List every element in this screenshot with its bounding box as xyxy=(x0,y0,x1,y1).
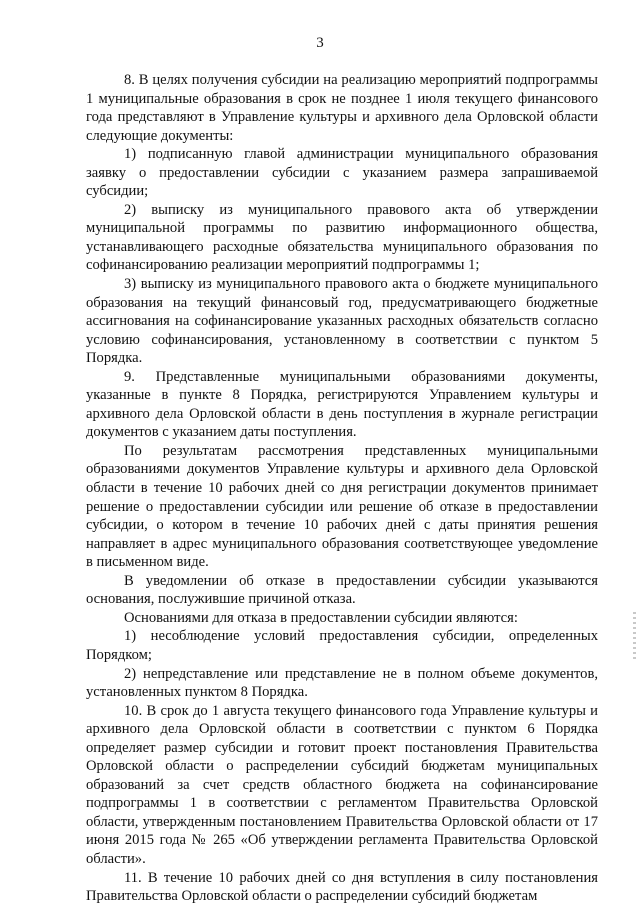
paragraph-refusal-grounds: Основаниями для отказа в предоставлении субсидии являются: xyxy=(124,609,518,626)
paragraph-8-item-2: 2) выписку из муниципального правового акта об утверждении муниципальной программы по развитию информационного общества, устанавливающего расходные обязательства муниципального образования по софинансированию реализации мероприятий подпрограммы 1; xyxy=(86,201,598,274)
scan-margin-marks xyxy=(633,612,636,660)
paragraph-refusal-notice: В уведомлении об отказе в предоставлении субсидии указываются основания, послужившие причиной отказа. xyxy=(86,572,598,608)
paragraph-10: 10. В срок до 1 августа текущего финансового года Управление культуры и архивного дела Орловской области в соответствии с пунктом 6 Порядка определяет размер субсидии и готовит проект постановления Правительства Орловской области о распределении субсидий бюджетам муниципальных образований за счет средств областного бюджета на софинансирование подпрограммы 1 в соответствии с регламентом Правительства Орловской области, утвержденным постановлением Правительства Орловской области от 17 июня 2015 года № 265 «Об утверждении регламента Правительства Орловской области». xyxy=(86,702,598,867)
page-number: 3 xyxy=(316,35,324,51)
paragraph-8-item-3: 3) выписку из муниципального правового акта о бюджете муниципального образования на текущий финансовый год, предусматривающего бюджетные ассигнования на софинансирование указанных расходных обязательств согласно условию софинансирования, установленному в соответствии с пунктом 5 Порядка. xyxy=(86,276,598,367)
paragraph-review-results: По результатам рассмотрения представленных муниципальными образованиями документов Управление культуры и архивного дела Орловской области в течение 10 рабочих дней со дня регистрации документов принимает решение о предоставлении субсидии или решение об отказе в предоставлении субсидии, о котором в течение 10 рабочих дней с даты принятия решения направляет в адрес муниципального образования соответствующее уведомление в письменном виде. xyxy=(86,442,598,571)
paragraph-refusal-ground-1: 1) несоблюдение условий предоставления субсидии, определенных Порядком; xyxy=(86,628,598,663)
document-body xyxy=(86,71,598,906)
paragraph-9: 9. Представленные муниципальными образованиями документы, указанные в пункте 8 Порядка, регистрируются Управлением культуры и архивного дела Орловской области в день поступления в журнале регистрации документов с указанием даты поступления. xyxy=(86,368,598,441)
paragraph-11: 11. В течение 10 рабочих дней со дня вступления в силу постановления Правительства Орловской области о распределении субсидий бюджетам xyxy=(86,869,598,905)
paragraph-8-intro: 8. В целях получения субсидии на реализацию мероприятий подпрограммы 1 муниципальные образования в срок не позднее 1 июля текущего финансового года представляют в Управление культуры и архивного дела Орловской области следующие документы: xyxy=(86,72,598,144)
paragraph-8-item-1: 1) подписанную главой администрации муниципального образования заявку о предоставлении субсидии с указанием размера запрашиваемой субсидии; xyxy=(86,146,598,200)
paragraph-refusal-ground-2: 2) непредставление или представление не в полном объеме документов, установленных пунктом 8 Порядка. xyxy=(86,665,598,701)
